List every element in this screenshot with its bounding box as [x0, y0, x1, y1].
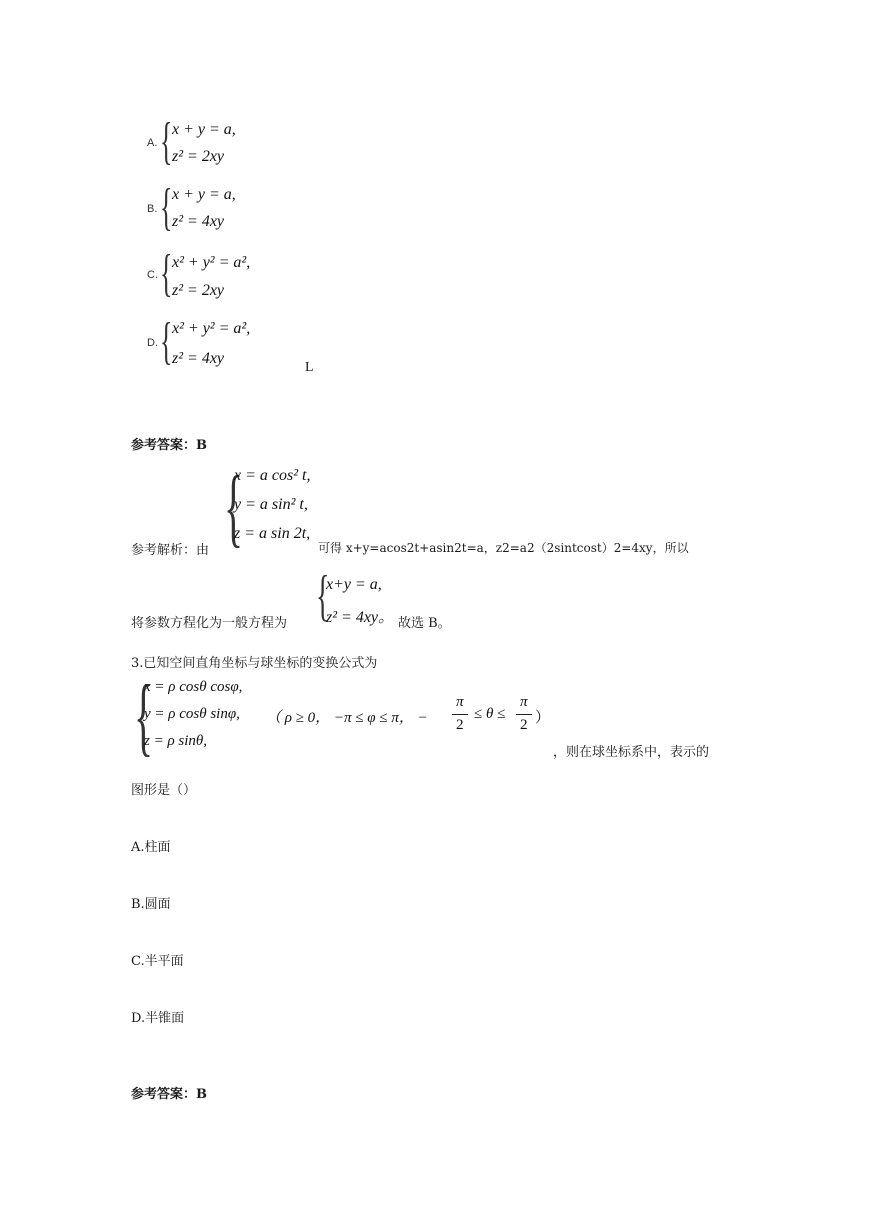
fraction-numerator: π — [456, 694, 464, 710]
brace-icon: { — [160, 245, 173, 302]
equation: x = a cos² t, — [234, 467, 311, 484]
option-c: C.半平面 — [131, 954, 184, 969]
equation: y = ρ cosθ sinφ, — [144, 706, 240, 722]
option-b: B.圆面 — [131, 897, 171, 912]
option-a: A.柱面 — [131, 840, 171, 855]
brace-icon: { — [160, 113, 173, 170]
question-stem: 3.已知空间直角坐标与球坐标的变换公式为 — [131, 656, 378, 671]
explanation-prefix: 参考解析：由 — [131, 543, 210, 558]
equation: x+y = a, — [326, 576, 382, 593]
brace-icon: { — [316, 565, 330, 627]
stray-mark: L — [305, 360, 314, 375]
fraction-numerator: π — [520, 694, 528, 710]
option-label: A. — [147, 137, 158, 149]
equation: z² = 4xy。 — [326, 609, 395, 626]
answer-q2: 参考答案：B — [131, 438, 208, 453]
explanation-line2-prefix: 将参数方程化为一般方程为 — [131, 616, 288, 631]
fraction-bar — [452, 714, 468, 715]
equation: x + y = a, — [172, 186, 236, 203]
condition-end: ） — [535, 710, 551, 726]
equation: x² + y² = a², — [172, 254, 251, 271]
equation: x = ρ cosθ cosφ, — [144, 679, 243, 695]
option-d: D.半锥面 — [131, 1011, 185, 1026]
equation: z = ρ sinθ, — [144, 733, 208, 749]
brace-icon: { — [224, 459, 244, 556]
option-label: B. — [147, 203, 158, 215]
fraction-bar — [516, 714, 532, 715]
equation: x + y = a, — [172, 121, 236, 138]
condition: （ ρ ≥ 0， −π ≤ φ ≤ π， − — [266, 710, 428, 726]
equation: y = a sin² t, — [234, 496, 308, 513]
question-tail: ，则在球坐标系中，表示的 — [553, 745, 710, 760]
question-tail-2: 图形是（） — [131, 783, 197, 798]
brace-icon: { — [160, 313, 173, 370]
equation: z = a sin 2t, — [234, 525, 311, 542]
equation: x² + y² = a², — [172, 320, 251, 337]
option-label: D. — [147, 337, 158, 349]
brace-icon: { — [134, 668, 154, 765]
brace-icon: { — [160, 179, 173, 236]
condition-middle: ≤ θ ≤ — [474, 706, 506, 722]
fraction-denominator: 2 — [456, 717, 464, 733]
fraction-denominator: 2 — [520, 717, 528, 733]
answer-q3: 参考答案：B — [131, 1087, 208, 1102]
equation: z² = 2xy — [172, 148, 225, 165]
equation: z² = 4xy — [172, 350, 225, 367]
option-label: C. — [147, 269, 158, 281]
explanation-text: 可得 x+y=acos2t+asin2t=a，z2=a2（2sintcost）2=4xy，所以 — [318, 541, 689, 555]
equation: z² = 4xy — [172, 213, 225, 230]
equation: z² = 2xy — [172, 282, 225, 299]
explanation-line2-suffix: 故选 B。 — [398, 616, 451, 631]
